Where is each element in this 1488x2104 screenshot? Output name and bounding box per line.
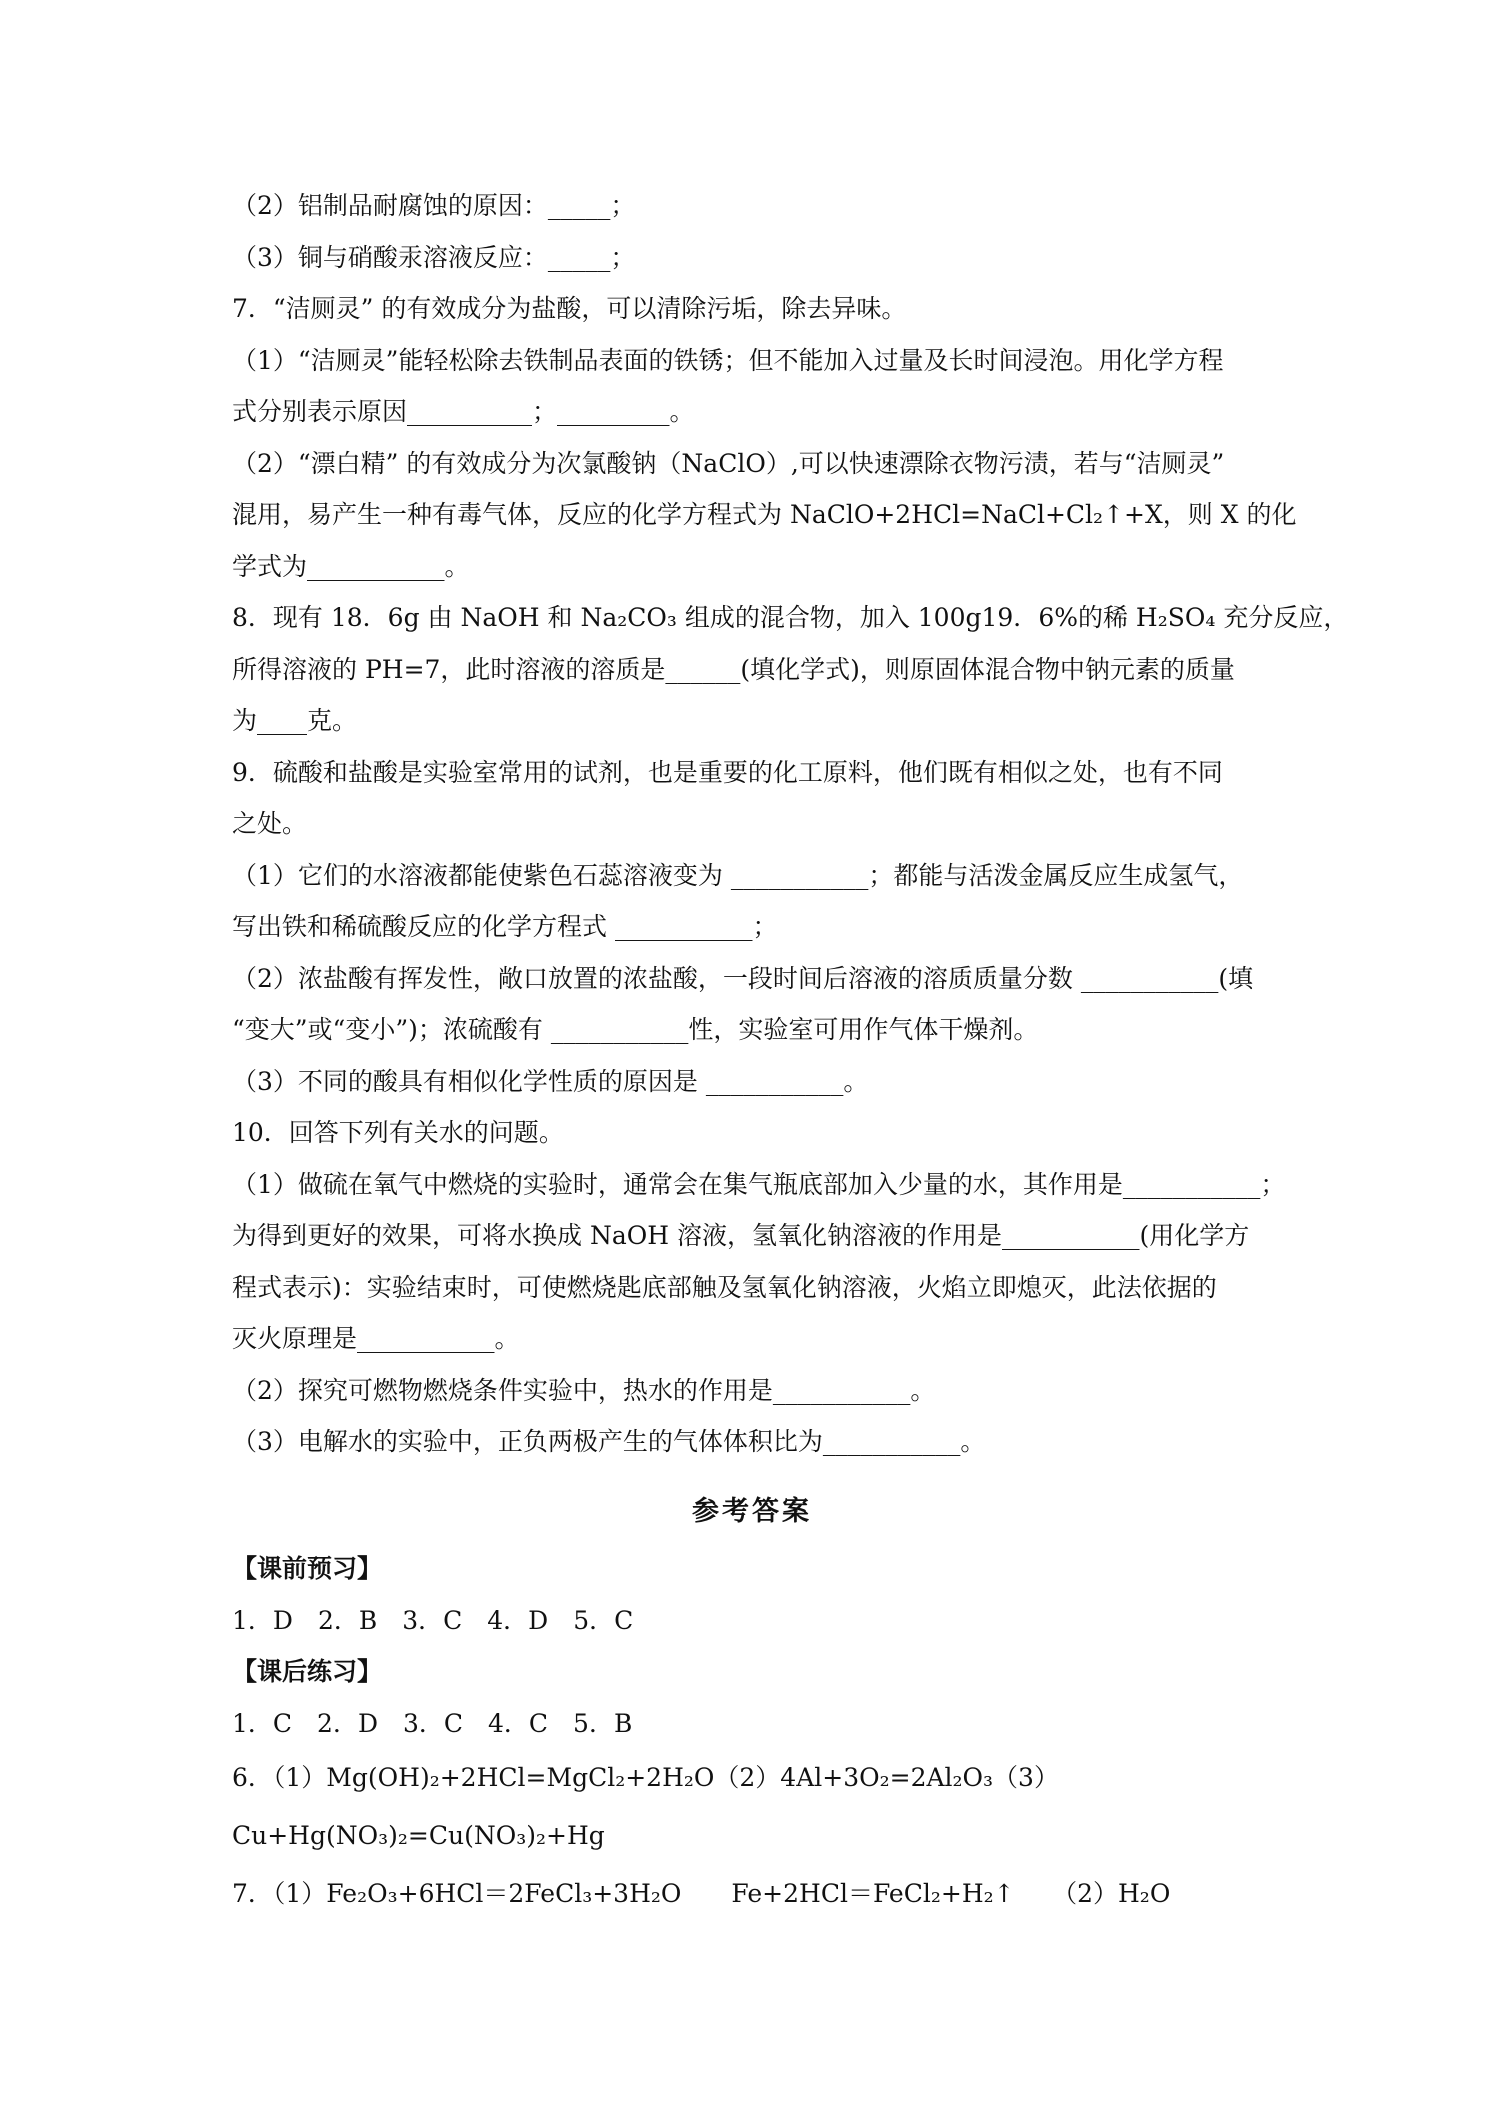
q7-stem: 7．“洁厕灵” 的有效成分为盐酸，可以清除污垢，除去异味。 — [232, 294, 907, 323]
q8-line-a: 8．现有 18．6g 由 NaOH 和 Na₂CO₃ 组成的混合物，加入 100g19．6%的稀 H₂SO₄ 充分反应， — [232, 603, 1349, 632]
q9-1-line-a: （1）它们的水溶液都能使紫色石蕊溶液变为 ___________；都能与活泼金属反应生成氢气， — [232, 860, 1244, 890]
q9-2-line-a: （2）浓盐酸有挥发性，敞口放置的浓盐酸，一段时间后溶液的溶质质量分数 ___________(填 — [232, 963, 1254, 993]
q7-2-line-a: （2）“漂白精” 的有效成分为次氯酸钠（NaClO）,可以快速漂除衣物污渍，若与“洁厕灵” — [232, 448, 1225, 478]
q6-2-line: （2）铝制品耐腐蚀的原因：_____； — [232, 191, 636, 220]
q10-1-line-d: 灭火原理是___________。 — [232, 1324, 520, 1353]
q9-1-line-b: 写出铁和稀硫酸反应的化学方程式 ___________； — [232, 912, 778, 941]
answer-7-line: 7．（1）Fe₂O₃+6HCl＝2FeCl₃+3H₂O Fe+2HCl＝FeCl₂+H₂↑ （2）H₂O — [232, 1879, 1171, 1908]
q10-1-line-a: （1）做硫在氧气中燃烧的实验时，通常会在集气瓶底部加入少量的水，其作用是___________； — [232, 1169, 1286, 1199]
section-post-class: 【课后练习】 — [232, 1657, 383, 1686]
q10-3-line: （3）电解水的实验中，正负两极产生的气体体积比为___________。 — [232, 1427, 986, 1456]
q10-1-line-b: 为得到更好的效果，可将水换成 NaOH 溶液，氢氧化钠溶液的作用是___________(用化学方 — [232, 1221, 1250, 1250]
q9-stem-a: 9．硫酸和盐酸是实验室常用的试剂，也是重要的化工原料，他们既有相似之处，也有不同 — [232, 757, 1223, 787]
q10-1-line-c: 程式表示)：实验结束时，可使燃烧匙底部触及氢氧化钠溶液，火焰立即熄灭，此法依据的 — [232, 1272, 1217, 1302]
q8-line-b: 所得溶液的 PH=7，此时溶液的溶质是______(填化学式)，则原固体混合物中钠元素的质量 — [232, 654, 1235, 684]
answer-6-line-1: 6．（1）Mg(OH)₂+2HCl=MgCl₂+2H₂O（2）4Al+3O₂=2Al₂O₃（3） — [232, 1763, 1059, 1792]
q8-line-c: 为____克。 — [232, 706, 358, 735]
q9-3-line: （3）不同的酸具有相似化学性质的原因是 ___________。 — [232, 1066, 869, 1096]
q9-stem-b: 之处。 — [232, 809, 308, 838]
answer-heading: 参考答案 — [692, 1495, 812, 1527]
document-content — [232, 180, 1349, 1923]
q9-2-line-b: “变大”或“变小”)；浓硫酸有 ___________性，实验室可用作气体干燥剂。 — [232, 1015, 1039, 1044]
q7-1-line-b: 式分别表示原因__________；_________。 — [232, 397, 695, 426]
q7-1-line-a: （1）“洁厕灵”能轻松除去铁制品表面的铁锈；但不能加入过量及长时间浸泡。用化学方程 — [232, 345, 1224, 375]
question-lines — [232, 180, 1349, 1468]
q10-stem: 10．回答下列有关水的问题。 — [232, 1118, 564, 1147]
answers-pre-class: 1．D 2．B 3．C 4．D 5．C — [232, 1605, 634, 1635]
q7-2-line-b: 混用，易产生一种有毒气体，反应的化学方程式为 NaClO+2HCl=NaCl+Cl₂↑+X，则 X 的化 — [232, 500, 1297, 529]
q10-2-line: （2）探究可燃物燃烧条件实验中，热水的作用是___________。 — [232, 1375, 936, 1405]
q6-3-line: （3）铜与硝酸汞溶液反应：_____； — [232, 242, 636, 272]
section-pre-class: 【课前预习】 — [232, 1554, 383, 1583]
answers-post-class: 1．C 2．D 3．C 4．C 5．B — [232, 1708, 633, 1738]
q7-2-line-c: 学式为___________。 — [232, 551, 470, 581]
answer-6-line-2: Cu+Hg(NO₃)₂=Cu(NO₃)₂+Hg — [232, 1821, 605, 1850]
